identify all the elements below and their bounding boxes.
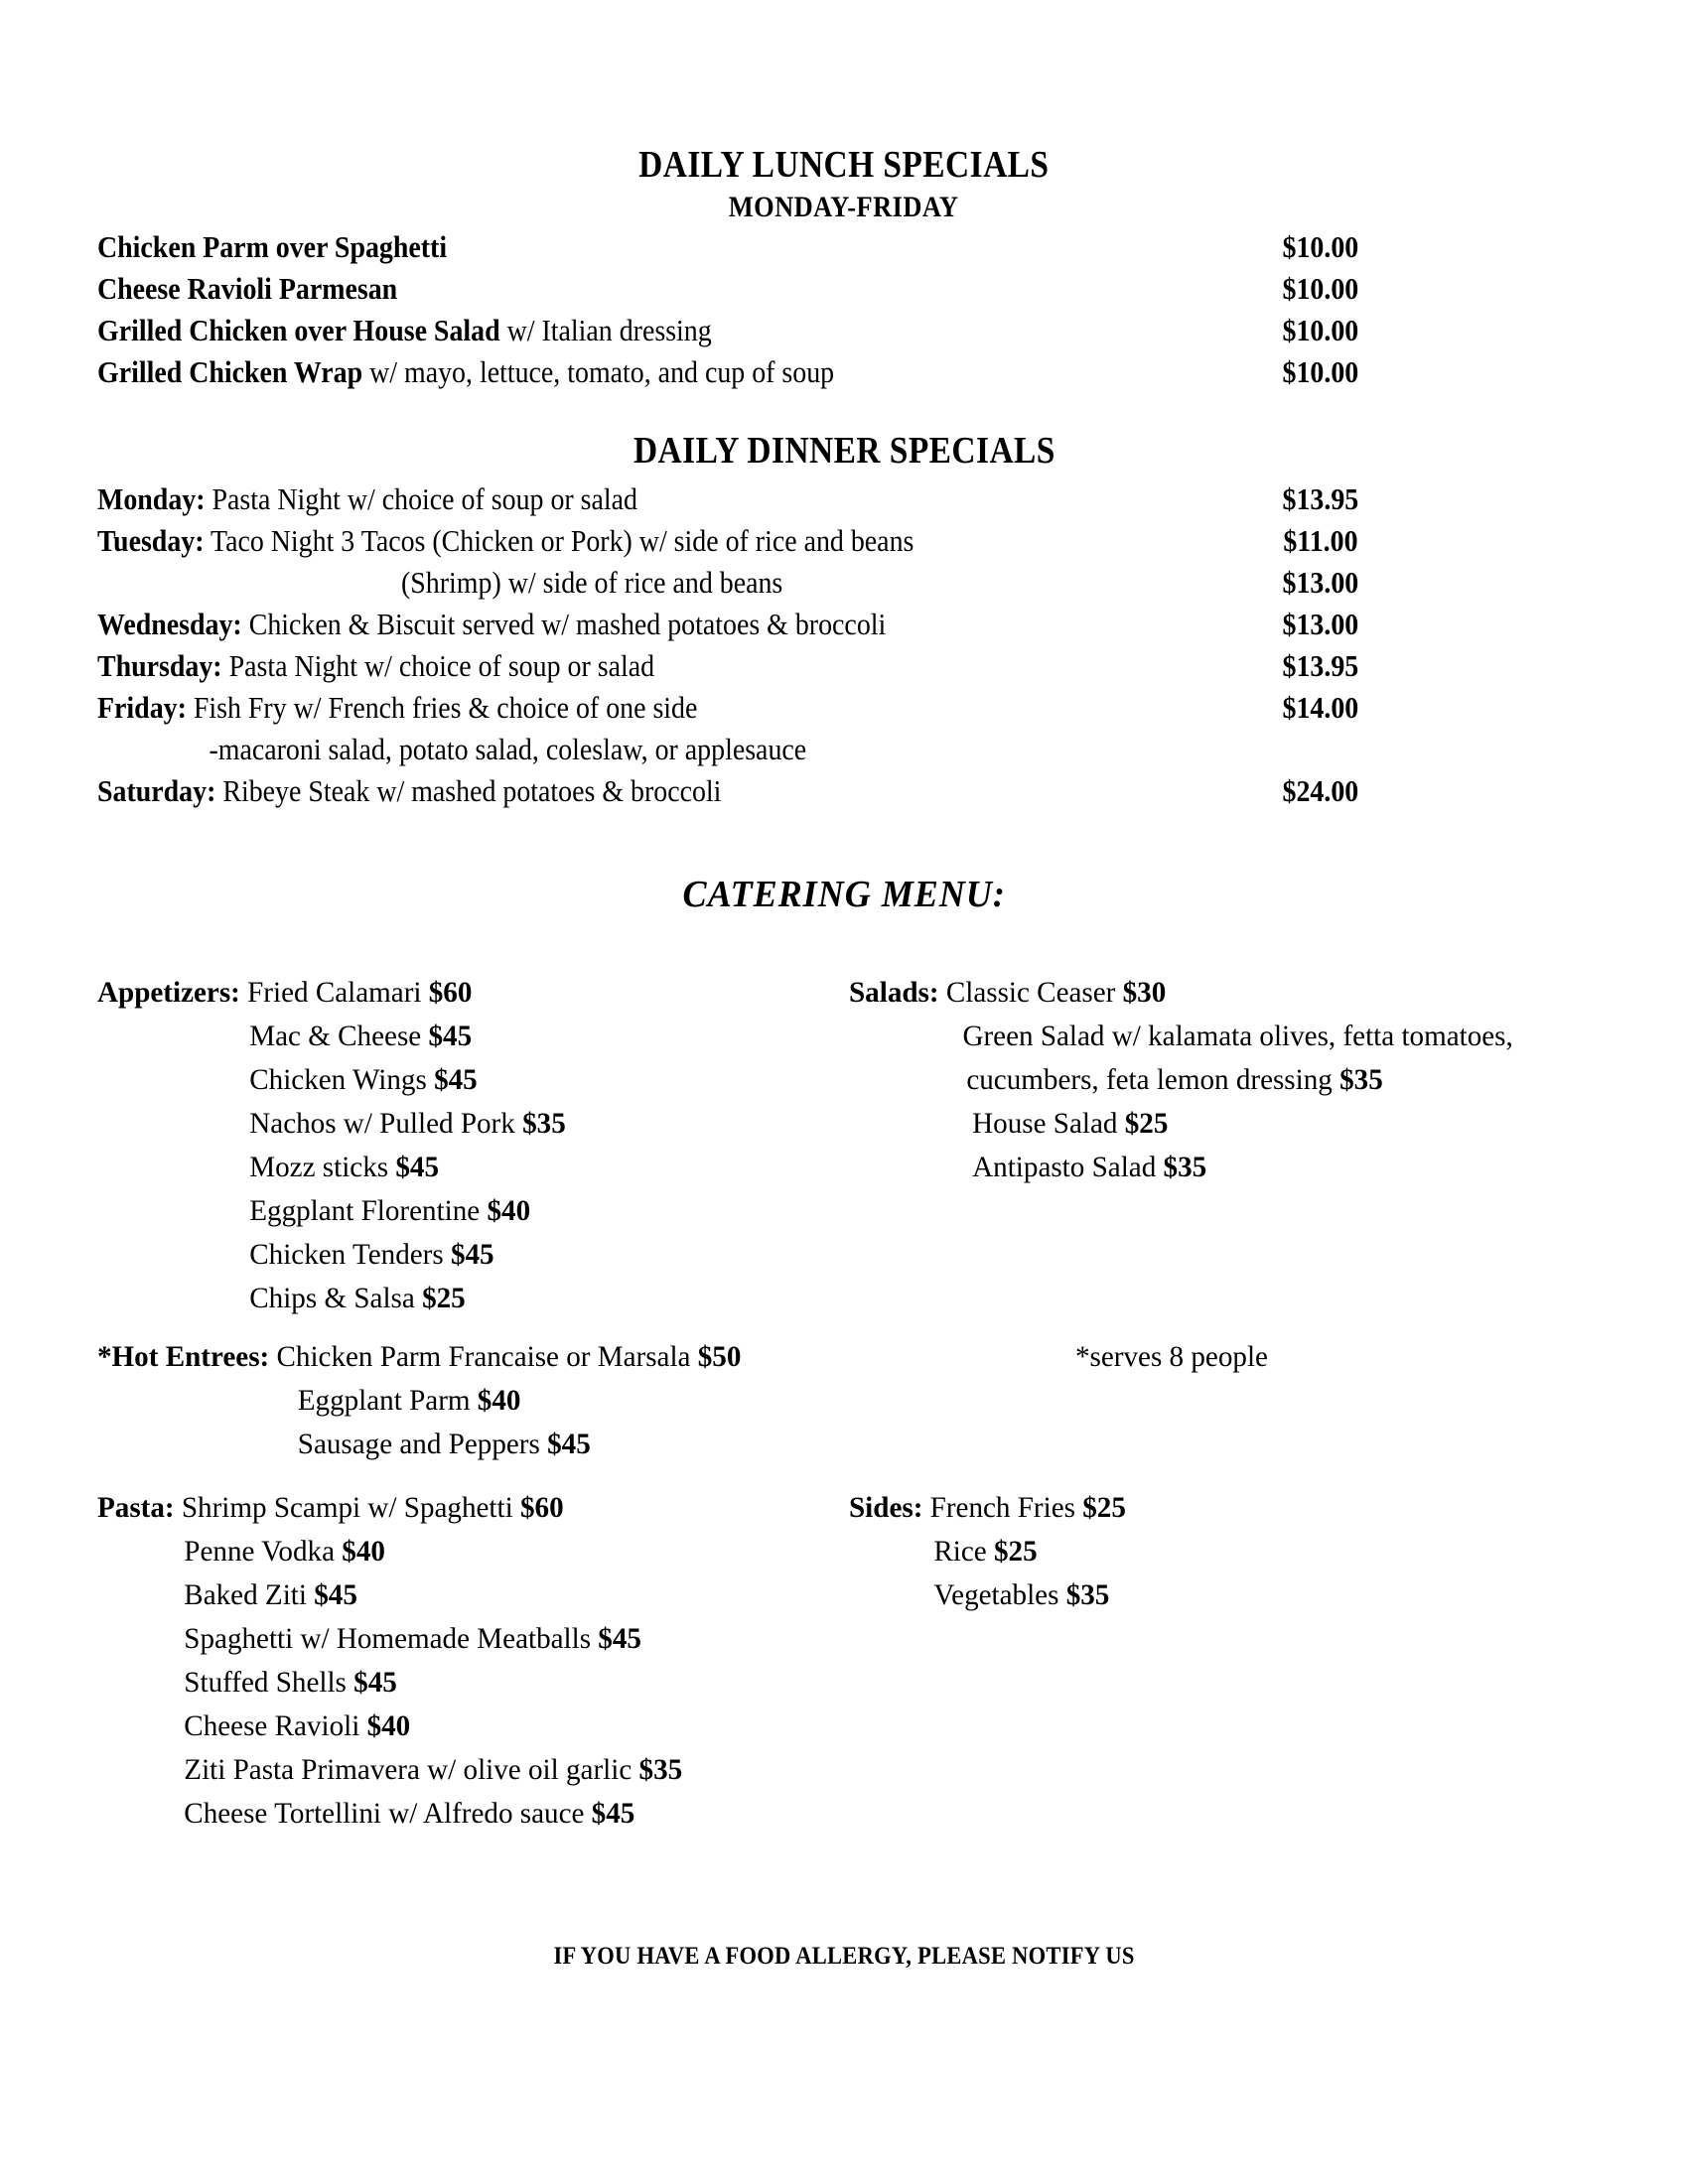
dinner-special-row <box>97 520 1358 562</box>
pasta-item-inner <box>97 1617 641 1661</box>
lunch-specials-title-text: DAILY LUNCH SPECIALS <box>638 144 1050 186</box>
lunch-special-text <box>97 226 447 268</box>
side-item-item-price: $35 <box>1065 1578 1110 1611</box>
side-item-line <box>849 1486 1135 1530</box>
appetizer-label: Appetizers: <box>97 976 240 1009</box>
dinner-special-text <box>97 770 721 812</box>
lunch-special-name: Grilled Chicken over House Salad <box>97 313 500 347</box>
appetizer-inner <box>97 1189 530 1233</box>
pasta-item-item-name: Ziti Pasta Primavera w/ olive oil garlic <box>184 1753 639 1786</box>
side-item-inner <box>849 1530 1038 1573</box>
side-item-inner <box>849 1486 1126 1530</box>
appetizer-inner <box>97 1015 472 1058</box>
lunch-special-price: $10.00 <box>1282 229 1358 264</box>
dinner-special-text <box>97 520 914 562</box>
salad-inner <box>849 1146 1206 1189</box>
dinner-special-price: $14.00 <box>1282 690 1358 725</box>
appetizer-item-name: Mac & Cheese <box>249 1020 429 1052</box>
salad-item-name: House Salad <box>972 1107 1125 1140</box>
pasta-item-item-name: Baked Ziti <box>184 1578 315 1611</box>
lunch-special-name: Grilled Chicken Wrap <box>97 354 363 389</box>
lunch-special-price: $10.00 <box>1282 313 1358 347</box>
dinner-special-day: Tuesday: <box>97 523 205 558</box>
appetizer-item-price: $45 <box>450 1238 494 1271</box>
catering-pasta-group <box>97 1486 700 1836</box>
catering-menu-title <box>0 874 1688 915</box>
dinner-special-desc: Fish Fry w/ French fries & choice of one side <box>186 690 698 725</box>
dinner-special-price: $24.00 <box>1282 773 1358 808</box>
pasta-item-line <box>97 1573 700 1617</box>
appetizer-line <box>97 1277 580 1320</box>
side-item-line <box>849 1573 1135 1617</box>
salad-item-name: Classic Ceaser <box>938 976 1123 1009</box>
pasta-item-line <box>97 1705 700 1748</box>
appetizer-item-price: $45 <box>434 1063 478 1096</box>
lunch-specials-subtitle <box>0 192 1688 223</box>
dinner-special-desc: Taco Night 3 Tacos (Chicken or Pork) w/ side of rice and beans <box>204 523 914 558</box>
dinner-special-row <box>97 478 1358 520</box>
pasta-item-inner <box>97 1530 385 1573</box>
dinner-special-price: $13.95 <box>1282 648 1358 683</box>
lunch-special-text <box>97 351 834 393</box>
lunch-specials-subtitle-text: MONDAY-FRIDAY <box>729 191 959 223</box>
dinner-special-text <box>97 687 697 729</box>
pasta-item-inner <box>97 1661 397 1705</box>
lunch-special-name: Cheese Ravioli Parmesan <box>97 271 398 306</box>
appetizer-item-name: Eggplant Florentine <box>249 1194 488 1227</box>
appetizer-line <box>97 1189 580 1233</box>
hot-entree-line <box>97 1379 761 1423</box>
lunch-special-price: $10.00 <box>1282 354 1358 389</box>
pasta-item-inner <box>97 1573 357 1617</box>
pasta-item-item-name: Penne Vodka <box>184 1535 343 1568</box>
appetizer-line <box>97 1102 580 1146</box>
appetizer-item-price: $25 <box>422 1282 466 1314</box>
pasta-item-inner <box>97 1792 634 1836</box>
side-item-item-price: $25 <box>1082 1491 1126 1524</box>
dinner-special-row <box>97 645 1358 687</box>
appetizer-item-price: $40 <box>487 1194 531 1227</box>
side-item-item-name: French Fries <box>922 1491 1083 1524</box>
salad-item-price: $30 <box>1122 976 1167 1009</box>
serves-note <box>1075 1335 1274 1379</box>
pasta-item-line <box>97 1748 700 1792</box>
lunch-special-desc: w/ mayo, lettuce, tomato, and cup of soup <box>362 354 835 389</box>
dinner-special-day: Monday: <box>97 481 206 516</box>
dinner-special-desc: Chicken & Biscuit served w/ mashed potatoes & broccoli <box>241 607 887 641</box>
appetizer-item-name: Chicken Wings <box>249 1063 435 1096</box>
dinner-special-row <box>97 604 1358 645</box>
catering-sides-group <box>849 1486 1135 1617</box>
lunch-special-text <box>97 310 712 351</box>
salad-inner <box>849 1015 1513 1058</box>
dinner-special-price: $13.95 <box>1282 481 1358 516</box>
side-item-item-name: Vegetables <box>933 1578 1066 1611</box>
pasta-item-inner <box>97 1705 410 1748</box>
salad-inner <box>849 1058 1383 1102</box>
hot-entree-inner <box>97 1423 591 1466</box>
side-item-line <box>849 1530 1135 1573</box>
pasta-item-item-price: $45 <box>591 1797 635 1830</box>
lunch-special-row <box>97 351 1358 393</box>
salad-line <box>849 1058 1533 1102</box>
appetizer-item-name: Fried Calamari <box>239 976 429 1009</box>
dinner-special-desc: Pasta Night w/ choice of soup or salad <box>221 648 655 683</box>
pasta-item-inner <box>97 1748 682 1792</box>
appetizer-line <box>97 1146 580 1189</box>
salad-label: Salads: <box>849 976 939 1009</box>
catering-appetizers-group <box>97 971 580 1320</box>
hot-entree-line <box>97 1423 761 1466</box>
salad-item-price: $35 <box>1163 1151 1207 1183</box>
salad-item-name: Green Salad w/ kalamata olives, fetta tomatoes, <box>962 1020 1513 1052</box>
dinner-special-desc: (Shrimp) w/ side of rice and beans <box>401 565 783 600</box>
catering-menu-title-text: CATERING MENU: <box>682 874 1006 915</box>
salad-line <box>849 1146 1533 1189</box>
allergy-notice-text: IF YOU HAVE A FOOD ALLERGY, PLEASE NOTIFY US <box>553 1943 1135 1970</box>
appetizer-item-price: $45 <box>395 1151 440 1183</box>
appetizer-inner <box>97 971 472 1015</box>
dinner-special-price: $11.00 <box>1283 523 1358 558</box>
appetizer-item-price: $35 <box>522 1107 566 1140</box>
lunch-special-row <box>97 226 1358 268</box>
appetizer-line <box>97 1015 580 1058</box>
lunch-special-desc: w/ Italian dressing <box>499 313 712 347</box>
side-item-label: Sides: <box>849 1491 923 1524</box>
appetizer-inner <box>97 1233 494 1277</box>
pasta-item-item-price: $35 <box>638 1753 683 1786</box>
pasta-item-line <box>97 1661 700 1705</box>
dinner-special-row <box>97 770 1358 812</box>
side-item-item-name: Rice <box>933 1535 994 1568</box>
pasta-item-item-price: $45 <box>353 1666 397 1699</box>
dinner-special-text <box>97 562 782 604</box>
serves-note-text: *serves 8 people <box>1075 1340 1268 1373</box>
appetizer-item-name: Chicken Tenders <box>249 1238 451 1271</box>
salad-item-price: $25 <box>1124 1107 1169 1140</box>
pasta-item-line <box>97 1530 700 1573</box>
hot-entree-line <box>97 1335 761 1379</box>
appetizer-item-price: $45 <box>428 1020 473 1052</box>
salad-inner <box>849 1102 1168 1146</box>
dinner-special-day: Saturday: <box>97 773 216 808</box>
dinner-special-text <box>97 729 806 770</box>
dinner-specials-list <box>97 478 1358 812</box>
salad-item-price: $35 <box>1339 1063 1383 1096</box>
dinner-special-desc: Pasta Night w/ choice of soup or salad <box>205 481 637 516</box>
dinner-specials-title-text: DAILY DINNER SPECIALS <box>633 430 1055 472</box>
pasta-item-item-price: $40 <box>366 1709 411 1742</box>
dinner-special-row <box>97 687 1358 729</box>
allergy-notice <box>0 1943 1688 1971</box>
hot-entree-item-price: $40 <box>477 1384 521 1417</box>
pasta-item-item-price: $40 <box>342 1535 385 1568</box>
salad-line <box>849 971 1533 1015</box>
lunch-specials-title <box>0 145 1688 185</box>
appetizer-line <box>97 1233 580 1277</box>
lunch-special-row <box>97 310 1358 351</box>
appetizer-inner <box>97 1277 466 1320</box>
appetizer-inner <box>97 1146 439 1189</box>
pasta-item-line <box>97 1792 700 1836</box>
hot-entree-label: *Hot Entrees: <box>97 1340 270 1373</box>
hot-entree-item-price: $50 <box>697 1340 742 1373</box>
lunch-special-text <box>97 268 397 310</box>
pasta-item-inner <box>97 1486 564 1530</box>
salad-line <box>849 1102 1533 1146</box>
appetizer-inner <box>97 1058 478 1102</box>
appetizer-inner <box>97 1102 566 1146</box>
hot-entree-item-name: Sausage and Peppers <box>297 1428 548 1460</box>
pasta-item-label: Pasta: <box>97 1491 175 1524</box>
lunch-special-price: $10.00 <box>1282 271 1358 306</box>
dinner-special-desc: -macaroni salad, potato salad, coleslaw, or applesauce <box>209 732 807 766</box>
salad-inner <box>849 971 1166 1015</box>
dinner-special-row <box>97 562 1358 604</box>
dinner-special-text <box>97 604 886 645</box>
appetizer-item-name: Mozz sticks <box>249 1151 396 1183</box>
lunch-special-name: Chicken Parm over Spaghetti <box>97 229 448 264</box>
pasta-item-line <box>97 1617 700 1661</box>
side-item-inner <box>849 1573 1109 1617</box>
pasta-item-item-price: $60 <box>519 1491 564 1524</box>
pasta-item-item-price: $45 <box>598 1622 641 1655</box>
dinner-special-row <box>97 729 1358 770</box>
appetizer-item-name: Nachos w/ Pulled Pork <box>249 1107 523 1140</box>
pasta-item-item-name: Cheese Tortellini w/ Alfredo sauce <box>184 1797 592 1830</box>
lunch-special-row <box>97 268 1358 310</box>
appetizer-line <box>97 1058 580 1102</box>
pasta-item-item-name: Spaghetti w/ Homemade Meatballs <box>184 1622 599 1655</box>
pasta-item-item-name: Shrimp Scampi w/ Spaghetti <box>174 1491 520 1524</box>
dinner-special-desc: Ribeye Steak w/ mashed potatoes & broccoli <box>215 773 722 808</box>
hot-entree-item-name: Eggplant Parm <box>297 1384 478 1417</box>
hot-entree-inner <box>97 1379 520 1423</box>
dinner-specials-title <box>0 431 1688 471</box>
dinner-special-day: Wednesday: <box>97 607 242 641</box>
dinner-special-price: $13.00 <box>1282 565 1358 600</box>
hot-entree-item-name: Chicken Parm Francaise or Marsala <box>269 1340 698 1373</box>
catering-hot-entrees-group <box>97 1335 761 1466</box>
pasta-item-item-name: Stuffed Shells <box>184 1666 354 1699</box>
dinner-special-text <box>97 645 654 687</box>
dinner-special-day: Thursday: <box>97 648 222 683</box>
appetizer-item-price: $60 <box>428 976 473 1009</box>
catering-salads-group <box>849 971 1533 1189</box>
lunch-specials-list <box>97 226 1358 393</box>
salad-item-name: cucumbers, feta lemon dressing <box>966 1063 1340 1096</box>
pasta-item-item-name: Cheese Ravioli <box>184 1709 367 1742</box>
salad-line <box>849 1015 1533 1058</box>
dinner-special-day: Friday: <box>97 690 187 725</box>
dinner-special-price: $13.00 <box>1282 607 1358 641</box>
dinner-special-text <box>97 478 637 520</box>
hot-entree-item-price: $45 <box>547 1428 591 1460</box>
side-item-item-price: $25 <box>993 1535 1038 1568</box>
salad-item-name: Antipasto Salad <box>972 1151 1164 1183</box>
appetizer-line <box>97 971 580 1015</box>
pasta-item-line <box>97 1486 700 1530</box>
pasta-item-item-price: $45 <box>314 1578 357 1611</box>
hot-entree-inner <box>97 1335 741 1379</box>
appetizer-item-name: Chips & Salsa <box>249 1282 423 1314</box>
